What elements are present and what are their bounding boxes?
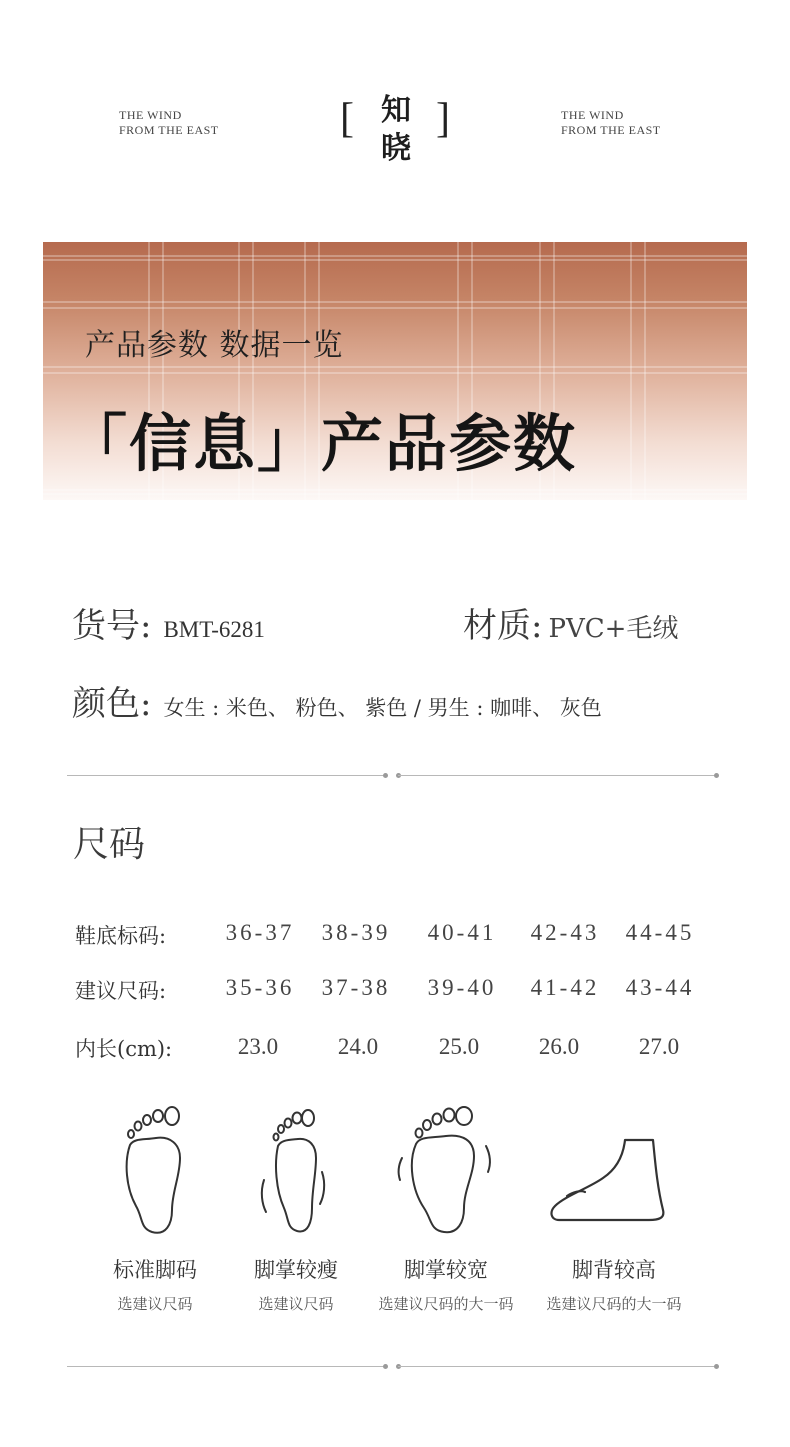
material-row — [463, 598, 678, 647]
brand-logo — [338, 85, 452, 165]
size-cell: 23.0 — [237, 1034, 279, 1059]
material-value: PVC+毛绒 — [548, 614, 679, 644]
divider-right — [398, 775, 716, 776]
divider-dot — [383, 1364, 388, 1369]
divider-dot — [714, 1364, 719, 1369]
size-cell: 41-42 — [530, 975, 600, 1000]
size-cell: 40-41 — [427, 920, 497, 945]
size-cell: 44-45 — [625, 920, 695, 945]
standard-foot-icon — [110, 1100, 200, 1240]
size-cell: 37-38 — [321, 975, 391, 1000]
size-cell: 38-39 — [321, 920, 391, 945]
foot-note: 选建议尺码的大一码 — [378, 1295, 514, 1313]
size-cell: 36-37 — [225, 920, 295, 945]
tagline-right: THE WIND FROM THE EAST — [561, 108, 661, 137]
size-cell: 35-36 — [225, 975, 295, 1000]
item-number-label: 货号: — [72, 606, 152, 646]
sole-size-label: 鞋底标码: — [75, 924, 167, 948]
color-value: 女生 : 米色、 粉色、 紫色 / 男生 : 咖啡、 灰色 — [163, 696, 602, 720]
divider-left — [67, 775, 385, 776]
wide-foot-icon — [394, 1100, 494, 1240]
foot-title: 脚掌较瘦 — [254, 1258, 338, 1282]
suggested-size-label: 建议尺码: — [75, 979, 167, 1003]
foot-note: 选建议尺码的大一码 — [546, 1295, 682, 1313]
foot-title: 脚掌较宽 — [404, 1258, 488, 1282]
divider-dot — [714, 773, 719, 778]
banner-title: 「信息」产品参数 — [65, 407, 578, 480]
foot-title: 脚背较高 — [572, 1258, 656, 1282]
brand-char-1: 知 — [381, 93, 411, 128]
size-cell: 25.0 — [438, 1034, 480, 1059]
foot-note: 选建议尺码 — [117, 1295, 193, 1313]
info-banner — [43, 242, 747, 500]
size-cell: 27.0 — [638, 1034, 680, 1059]
size-section-title: 尺码 — [73, 824, 146, 865]
narrow-foot-icon — [256, 1100, 336, 1240]
size-cell: 43-44 — [625, 975, 695, 1000]
item-number-value: BMT-6281 — [163, 617, 265, 642]
color-label: 颜色: — [72, 684, 152, 724]
high-instep-foot-icon — [545, 1100, 675, 1240]
banner-subtitle: 产品参数 数据一览 — [85, 328, 344, 363]
material-label: 材质: — [463, 606, 543, 646]
foot-title: 标准脚码 — [113, 1258, 197, 1282]
size-cell: 24.0 — [337, 1034, 379, 1059]
divider-left — [67, 1366, 385, 1367]
size-cell: 39-40 — [427, 975, 497, 1000]
divider-right — [398, 1366, 716, 1367]
tagline-left: THE WIND FROM THE EAST — [119, 108, 219, 137]
brand-bracket-right: ] — [436, 96, 450, 142]
foot-note: 选建议尺码 — [258, 1295, 334, 1313]
brand-bracket-left: [ — [340, 96, 354, 142]
item-number-row — [72, 598, 265, 647]
inner-length-label: 内长(cm): — [75, 1037, 173, 1061]
size-cell: 42-43 — [530, 920, 600, 945]
color-row — [72, 676, 602, 725]
brand-char-2: 晓 — [381, 131, 411, 166]
size-cell: 26.0 — [538, 1034, 580, 1059]
divider-dot — [383, 773, 388, 778]
